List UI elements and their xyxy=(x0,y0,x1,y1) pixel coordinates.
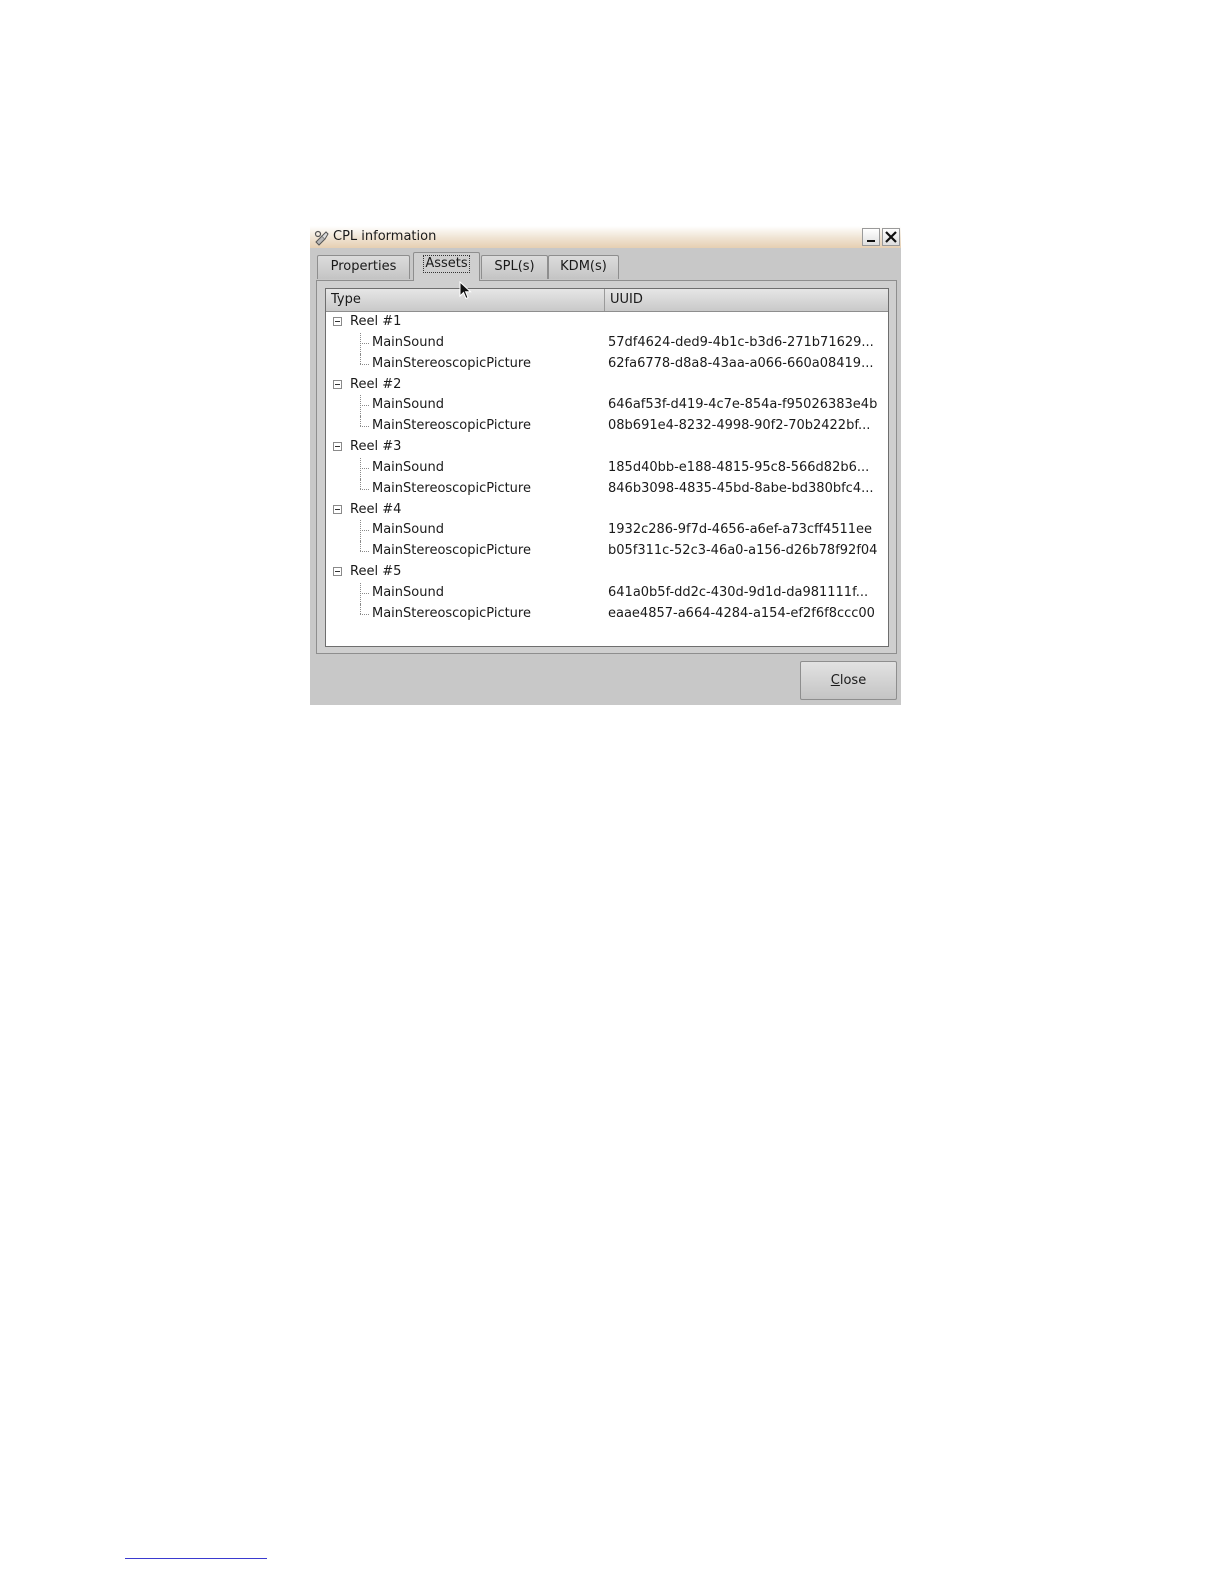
asset-type: MainSound xyxy=(372,397,444,413)
asset-uuid: b05f311c-52c3-46a0-a156-d26b78f92f04 xyxy=(608,543,878,559)
tree-row-asset[interactable] xyxy=(326,416,888,437)
collapse-minus-icon[interactable] xyxy=(333,317,342,326)
window-close-button[interactable] xyxy=(882,228,900,246)
tab-assets[interactable] xyxy=(413,252,480,281)
tree-row-asset[interactable] xyxy=(326,541,888,562)
asset-type: MainStereoscopicPicture xyxy=(372,418,531,434)
asset-uuid: 1932c286-9f7d-4656-a6ef-a73cff4511ee xyxy=(608,522,873,538)
tree-branch-line xyxy=(360,593,369,594)
tree-branch-line xyxy=(360,468,369,469)
tree-branch-line xyxy=(360,541,361,551)
asset-uuid: 08b691e4-8232-4998-90f2-70b2422bf... xyxy=(608,418,871,434)
tree-rows xyxy=(326,312,888,625)
tree-row-asset[interactable] xyxy=(326,395,888,416)
tree-row-asset[interactable] xyxy=(326,354,888,375)
asset-uuid: 62fa6778-d8a8-43aa-a066-660a08419... xyxy=(608,355,874,371)
column-header-uuid[interactable]: UUID xyxy=(610,292,643,307)
asset-type: MainSound xyxy=(372,584,444,600)
asset-uuid: 641a0b5f-dd2c-430d-9d1d-da981111f... xyxy=(608,584,869,600)
close-button-mnemonic: C xyxy=(830,673,840,688)
tree-branch-line xyxy=(360,479,361,489)
collapse-minus-icon[interactable] xyxy=(333,380,342,389)
collapse-minus-icon[interactable] xyxy=(333,505,342,514)
tree-branch-line xyxy=(360,530,369,531)
app-tools-icon xyxy=(313,229,330,246)
tree-row-reel[interactable] xyxy=(326,312,888,333)
tree-row-asset[interactable] xyxy=(326,604,888,625)
asset-type: MainStereoscopicPicture xyxy=(372,480,531,496)
reel-label: Reel #4 xyxy=(350,501,402,517)
tree-row-reel[interactable] xyxy=(326,437,888,458)
title-bar[interactable] xyxy=(310,226,901,248)
tree-branch-line xyxy=(360,354,361,364)
asset-type: MainSound xyxy=(372,334,444,350)
tree-branch-line xyxy=(360,614,369,615)
asset-type: MainStereoscopicPicture xyxy=(372,355,531,371)
tree-branch-line xyxy=(360,551,369,552)
tree-header xyxy=(326,289,888,312)
tree-branch-line xyxy=(360,604,361,614)
tree-row-asset[interactable] xyxy=(326,583,888,604)
tree-row-asset[interactable] xyxy=(326,333,888,354)
tab-kdms[interactable] xyxy=(548,255,619,279)
reel-label: Reel #3 xyxy=(350,439,402,455)
tab-properties-label: Properties xyxy=(330,259,397,274)
column-header-type[interactable]: Type xyxy=(326,289,605,311)
asset-uuid: 846b3098-4835-45bd-8abe-bd380bfc4... xyxy=(608,480,874,496)
tree-branch-line xyxy=(360,426,369,427)
assets-tree-view[interactable] xyxy=(325,288,889,647)
collapse-minus-icon[interactable] xyxy=(333,442,342,451)
minimize-icon xyxy=(863,229,879,245)
tree-row-asset[interactable] xyxy=(326,479,888,500)
asset-uuid: 646af53f-d419-4c7e-854a-f95026383e4b xyxy=(608,397,878,413)
collapse-minus-icon[interactable] xyxy=(333,567,342,576)
tree-row-reel[interactable] xyxy=(326,500,888,521)
minimize-button[interactable] xyxy=(862,228,880,246)
close-icon xyxy=(883,229,899,245)
window-title: CPL information xyxy=(333,229,437,244)
tree-row-asset[interactable] xyxy=(326,458,888,479)
close-button[interactable] xyxy=(800,661,897,700)
asset-type: MainStereoscopicPicture xyxy=(372,543,531,559)
tab-kdms-label: KDM(s) xyxy=(560,259,607,274)
footnote-separator xyxy=(125,1558,267,1559)
close-button-label-rest: lose xyxy=(839,673,867,688)
tree-row-asset[interactable] xyxy=(326,520,888,541)
tree-row-reel[interactable] xyxy=(326,562,888,583)
tab-spls[interactable] xyxy=(481,255,548,279)
asset-uuid: 57df4624-ded9-4b1c-b3d6-271b71629... xyxy=(608,334,874,350)
asset-type: MainSound xyxy=(372,522,444,538)
tab-properties[interactable] xyxy=(317,255,410,279)
tree-branch-line xyxy=(360,489,369,490)
asset-type: MainStereoscopicPicture xyxy=(372,605,531,621)
tree-row-reel[interactable] xyxy=(326,375,888,396)
tree-branch-line xyxy=(360,416,361,426)
asset-uuid: 185d40bb-e188-4815-95c8-566d82b6... xyxy=(608,459,870,475)
reel-label: Reel #2 xyxy=(350,376,402,392)
assets-tab-panel xyxy=(316,280,897,654)
reel-label: Reel #1 xyxy=(350,314,402,329)
asset-uuid: eaae4857-a664-4284-a154-ef2f6f8ccc00 xyxy=(608,605,875,621)
tab-assets-label: Assets xyxy=(425,256,468,271)
tree-branch-line xyxy=(360,343,369,344)
asset-type: MainSound xyxy=(372,459,444,475)
tree-branch-line xyxy=(360,364,369,365)
reel-label: Reel #5 xyxy=(350,564,402,580)
tree-branch-line xyxy=(360,405,369,406)
mouse-pointer-icon xyxy=(459,281,472,301)
cpl-information-dialog xyxy=(310,226,901,705)
tab-spls-label: SPL(s) xyxy=(494,259,535,274)
